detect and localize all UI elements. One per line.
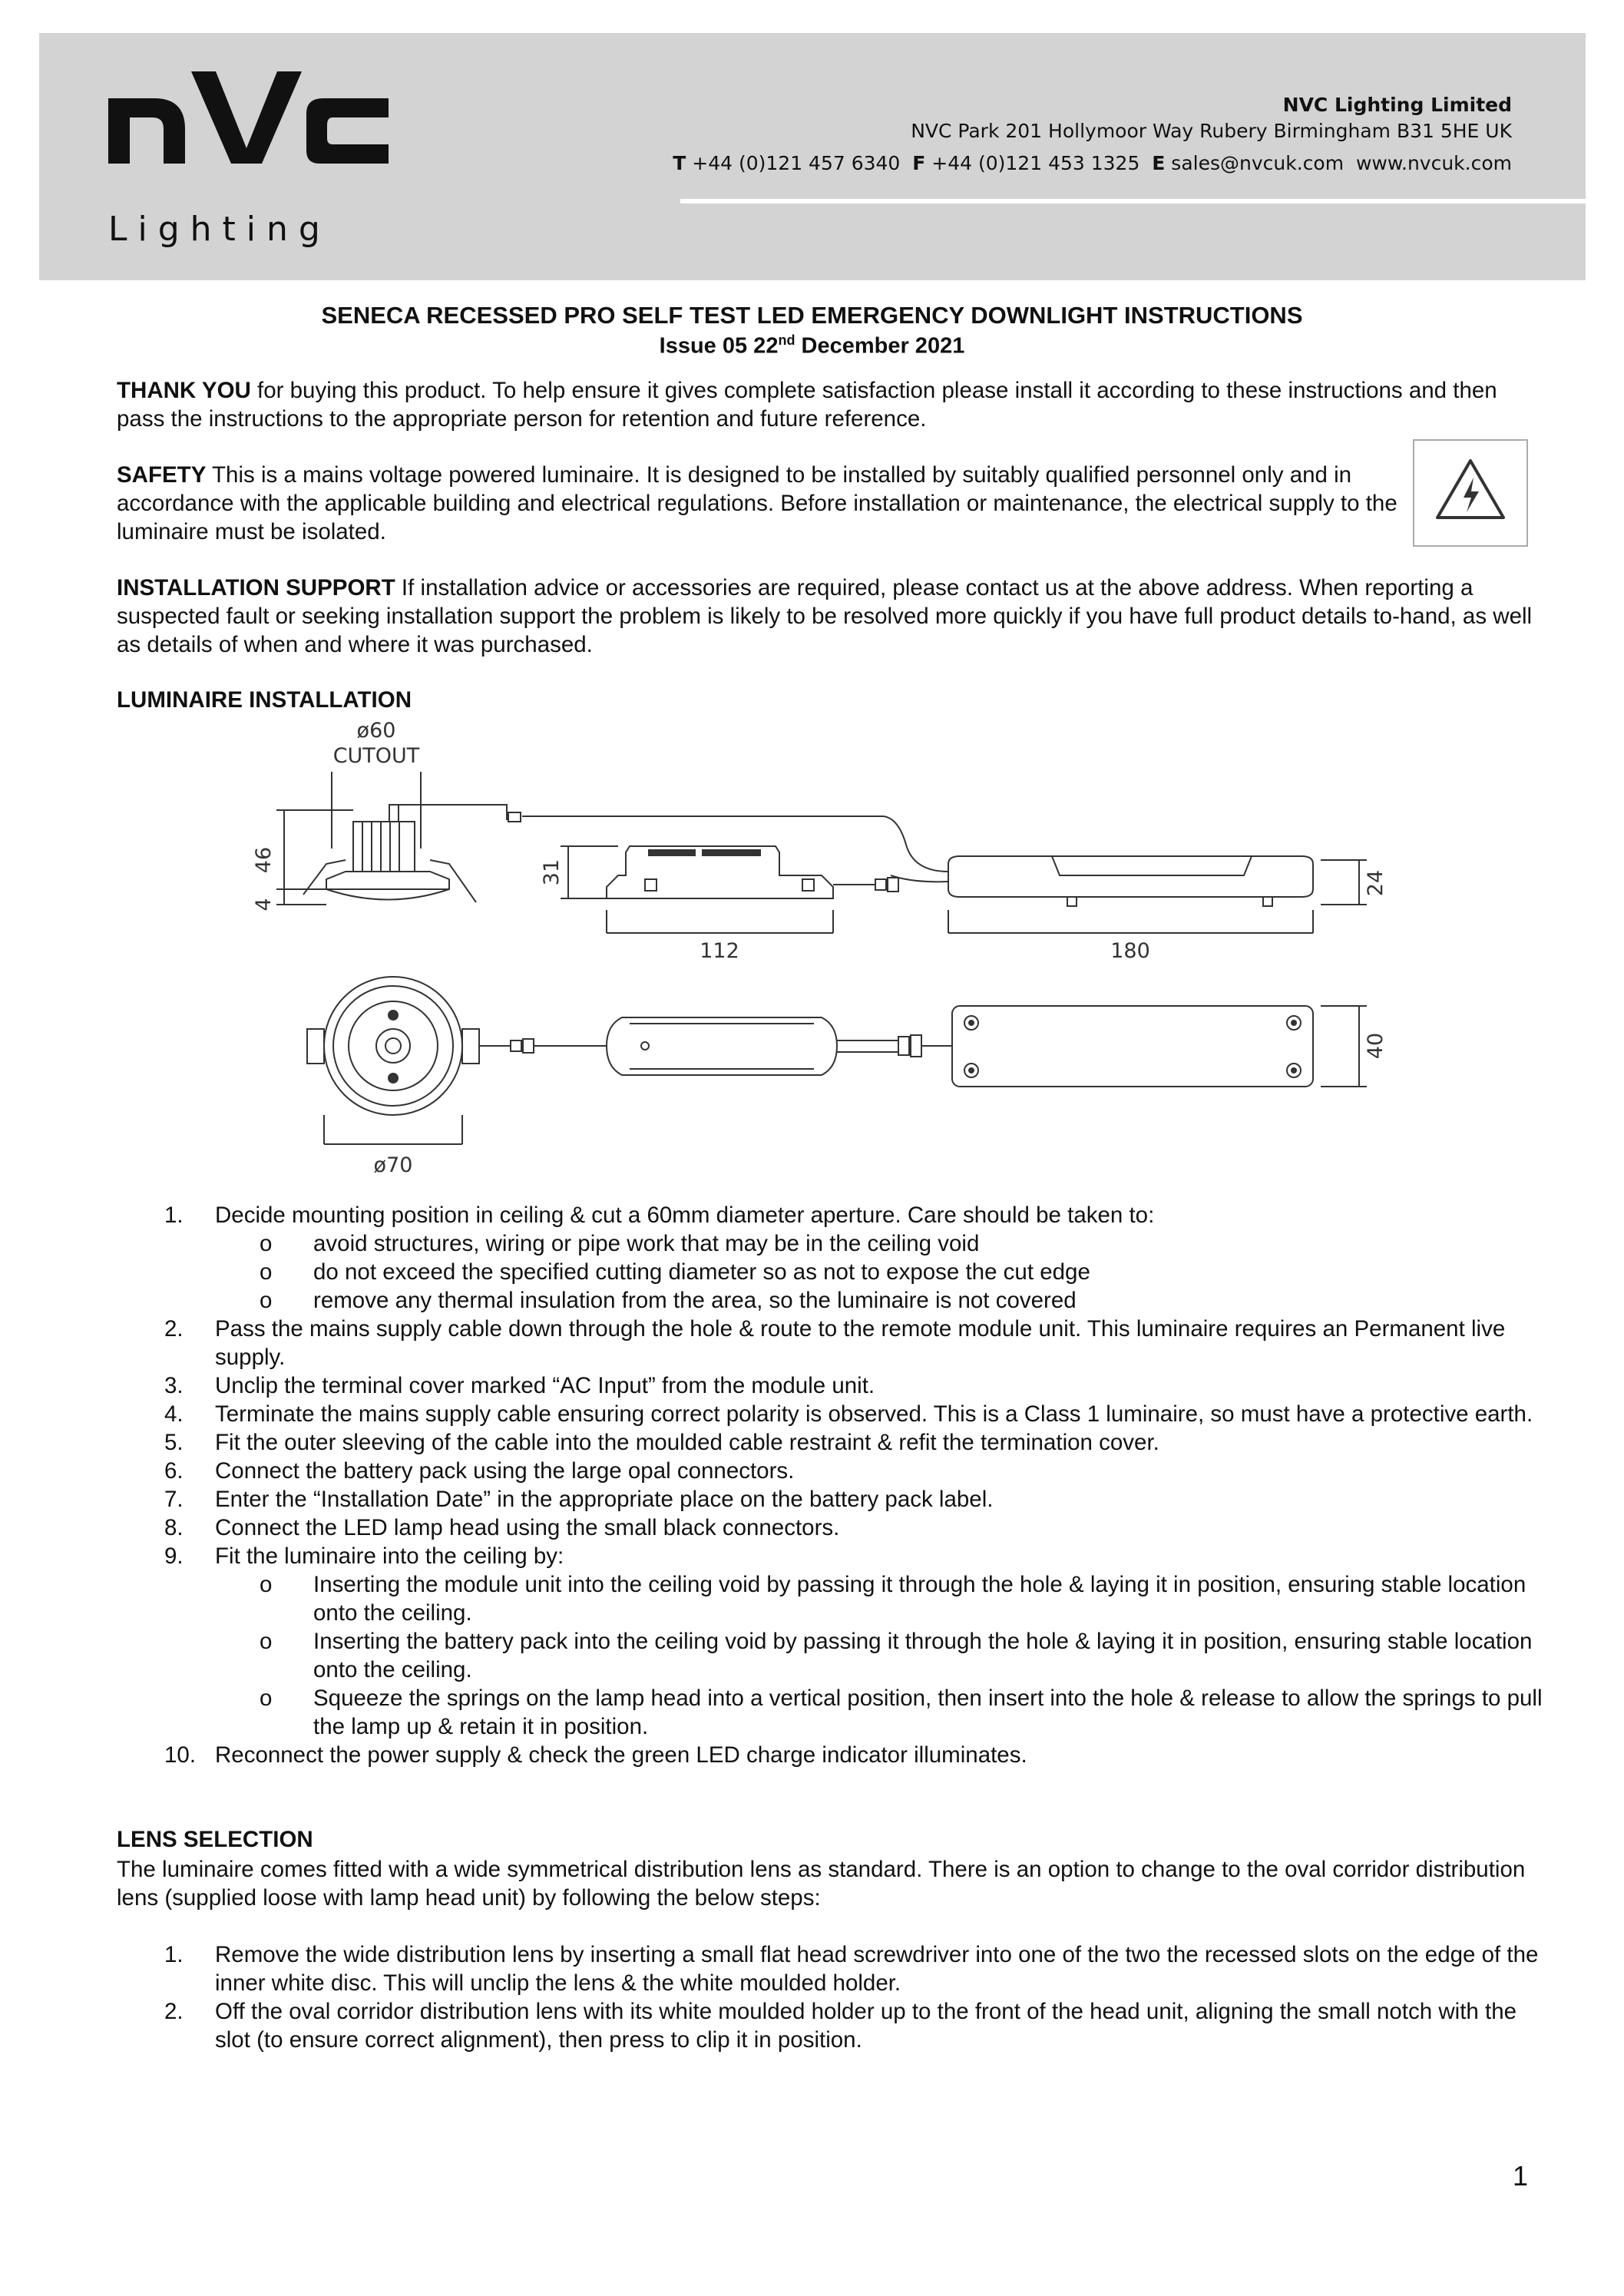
step-number: 5. (164, 1430, 184, 1455)
step-text: Decide mounting position in ceiling & cut a 60mm diameter aperture. Care should be taken to: (215, 1203, 1155, 1228)
step-text: Connect the battery pack using the large opal connectors. (215, 1458, 795, 1484)
step-item (117, 1485, 1545, 1514)
thank-you-paragraph (117, 376, 1545, 433)
lamp-head-side-view (303, 805, 476, 902)
sub-step-bullet: o (260, 1686, 273, 1711)
website-link[interactable]: www.nvcuk.com (1355, 152, 1512, 174)
step-text: Fit the luminaire into the ceiling by: (215, 1543, 564, 1569)
step-number: 3. (164, 1373, 184, 1398)
module-length-label: 112 (700, 939, 739, 963)
sub-step-bullet: o (260, 1259, 273, 1285)
thank-you-text: for buying this product. To help ensure it gives complete satisfaction please install it according to these instructions and then pass the instructions to the appropriate person for retention and future reference. (117, 378, 1497, 432)
step-number: 10. (164, 1742, 197, 1768)
lens-selection-heading: LENS SELECTION (117, 1827, 313, 1852)
step-text: Off the oval corridor distribution lens with its white moulded holder up to the front of the head unit, aligning the small notch with the slot (to ensure correct alignment), then press to clip it in position. (215, 1999, 1517, 2053)
module-unit-top-view (607, 1017, 837, 1075)
sub-step-bullet: o (260, 1288, 273, 1313)
cutout-dia-label: ø60 (356, 719, 396, 743)
company-contact (673, 152, 1512, 174)
sub-step-list (215, 1570, 1545, 1741)
issue-prefix: Issue 05 22 (659, 333, 779, 359)
step-item (117, 1371, 1545, 1400)
installation-support-label: INSTALLATION SUPPORT (117, 575, 395, 600)
step-number: 1. (164, 1942, 184, 1967)
sub-step-item (215, 1258, 1545, 1286)
step-item (117, 1542, 1545, 1741)
step-number: 1. (164, 1203, 184, 1228)
sub-step-text: remove any thermal insulation from the area, so the luminaire is not covered (313, 1288, 1077, 1313)
sub-step-text: Squeeze the springs on the lamp head into a vertical position, then insert into the hole & release to allow the springs to pull the lamp up & retain it in position. (313, 1686, 1543, 1739)
sub-step-list (215, 1229, 1545, 1315)
email-label: E (1152, 152, 1166, 174)
step-number: 7. (164, 1487, 184, 1512)
company-address: NVC Park 201 Hollymoor Way Rubery Birmingham B31 5HE UK (911, 120, 1512, 142)
company-name: NVC Lighting Limited (1282, 94, 1512, 116)
head-height-label: 46 (252, 846, 276, 874)
module-height-label: 31 (540, 859, 564, 886)
thank-you-label: THANK YOU (117, 378, 251, 403)
step-item (117, 1997, 1545, 2054)
sub-step-bullet: o (260, 1231, 273, 1256)
step-item (117, 1457, 1545, 1485)
step-number: 8. (164, 1515, 184, 1540)
sub-step-bullet: o (260, 1572, 273, 1597)
sub-step-text: Inserting the module unit into the ceiling void by passing it through the hole & laying it in position, ensuring stable location onto the ceiling. (313, 1572, 1526, 1626)
step-number: 2. (164, 1316, 184, 1342)
step-number: 6. (164, 1458, 184, 1484)
step-text: Remove the wide distribution lens by inserting a small flat head screwdriver into one of the two the recessed slots on the edge of the inner white disc. This will unclip the lens & the white moulded holder. (215, 1942, 1539, 1996)
email-link[interactable]: sales@nvcuk.com (1171, 152, 1345, 174)
battery-width-label: 40 (1364, 1032, 1388, 1060)
fax-number: +44 (0)121 453 1325 (931, 152, 1140, 174)
step-item (117, 1315, 1545, 1371)
sub-step-text: do not exceed the specified cutting diameter so as not to expose the cut edge (313, 1259, 1090, 1285)
cutout-label: CUTOUT (332, 744, 420, 768)
sub-step-item (215, 1627, 1545, 1684)
step-number: 2. (164, 1999, 184, 2024)
installation-dimension-drawing (230, 714, 1428, 1198)
sub-step-item (215, 1229, 1545, 1258)
step-number: 4. (164, 1401, 184, 1427)
step-item (117, 1201, 1545, 1315)
step-text: Enter the “Installation Date” in the appropriate place on the battery pack label. (215, 1487, 994, 1512)
step-item (117, 1514, 1545, 1542)
logo-subtext: L i g h t i n g (108, 210, 320, 249)
lamp-head-top-view (307, 977, 479, 1115)
fax-label: F (912, 152, 926, 174)
sub-step-item (215, 1684, 1545, 1741)
safety-paragraph (117, 461, 1407, 546)
module-unit-side-view (607, 846, 833, 898)
sub-step-item (215, 1286, 1545, 1315)
step-text: Fit the outer sleeving of the cable into the moulded cable restraint & refit the termination cover. (215, 1430, 1159, 1455)
banner-divider (680, 199, 1586, 203)
luminaire-installation-heading: LUMINAIRE INSTALLATION (117, 687, 412, 713)
tel-label: T (673, 152, 686, 174)
installation-steps-list (117, 1201, 1545, 1769)
safety-text: This is a mains voltage powered luminaire. It is designed to be installed by suitably qualified personnel only and in accordance with the applicable building and electrical regulations. Before installation or maintenance, the electrical supply to the luminaire must be isolated. (117, 462, 1397, 544)
safety-label: SAFETY (117, 462, 207, 488)
issue-superscript: nd (778, 332, 795, 348)
tel-number: +44 (0)121 457 6340 (692, 152, 901, 174)
step-item (117, 1741, 1545, 1769)
step-item (117, 1400, 1545, 1428)
battery-pack-side-view (948, 856, 1313, 906)
flange-label: 4 (252, 898, 276, 911)
document-issue (0, 332, 1624, 359)
lens-steps-list (117, 1940, 1545, 2054)
battery-pack-top-view (952, 1006, 1313, 1087)
battery-length-label: 180 (1110, 939, 1150, 963)
installation-support-paragraph (117, 574, 1545, 659)
sub-step-text: Inserting the battery pack into the ceiling void by passing it through the hole & laying it in position, ensuring stable location onto the ceiling. (313, 1629, 1533, 1682)
battery-height-label: 24 (1364, 869, 1388, 897)
sub-step-text: avoid structures, wiring or pipe work that may be in the ceiling void (313, 1231, 980, 1256)
step-number: 9. (164, 1543, 184, 1569)
lens-selection-intro: The luminaire comes fitted with a wide symmetrical distribution lens as standard. There is an option to change to the oval corridor distribution lens (supplied loose with lamp head unit) by following the below steps: (117, 1857, 1526, 1911)
step-text: Unclip the terminal cover marked “AC Input” from the module unit. (215, 1373, 875, 1398)
electrical-warning-icon (1413, 439, 1528, 547)
step-text: Pass the mains supply cable down through the hole & route to the remote module unit. This luminaire requires an Permanent live supply. (215, 1316, 1506, 1370)
sub-step-item (215, 1570, 1545, 1627)
page-number: 1 (1513, 2160, 1529, 2192)
nvc-lighting-logo (108, 68, 508, 260)
step-text: Terminate the mains supply cable ensuring correct polarity is observed. This is a Class 1 luminaire, so must have a protective earth. (215, 1401, 1533, 1427)
step-item (117, 1940, 1545, 1997)
step-text: Connect the LED lamp head using the small black connectors. (215, 1515, 840, 1540)
sub-step-bullet: o (260, 1629, 273, 1654)
step-text: Reconnect the power supply & check the green LED charge indicator illuminates. (215, 1742, 1027, 1768)
issue-suffix: December 2021 (795, 333, 965, 359)
step-item (117, 1428, 1545, 1457)
installation-support-text: If installation advice or accessories are required, please contact us at the above address. When reporting a suspected fault or seeking installation support the problem is likely to be resolved more quickly if you have full product details to-hand, as well as details of when and where it was purchased. (117, 575, 1533, 657)
head-dia-label: ø70 (373, 1153, 413, 1177)
document-title: SENECA RECESSED PRO SELF TEST LED EMERGENCY DOWNLIGHT INSTRUCTIONS (321, 302, 1303, 329)
